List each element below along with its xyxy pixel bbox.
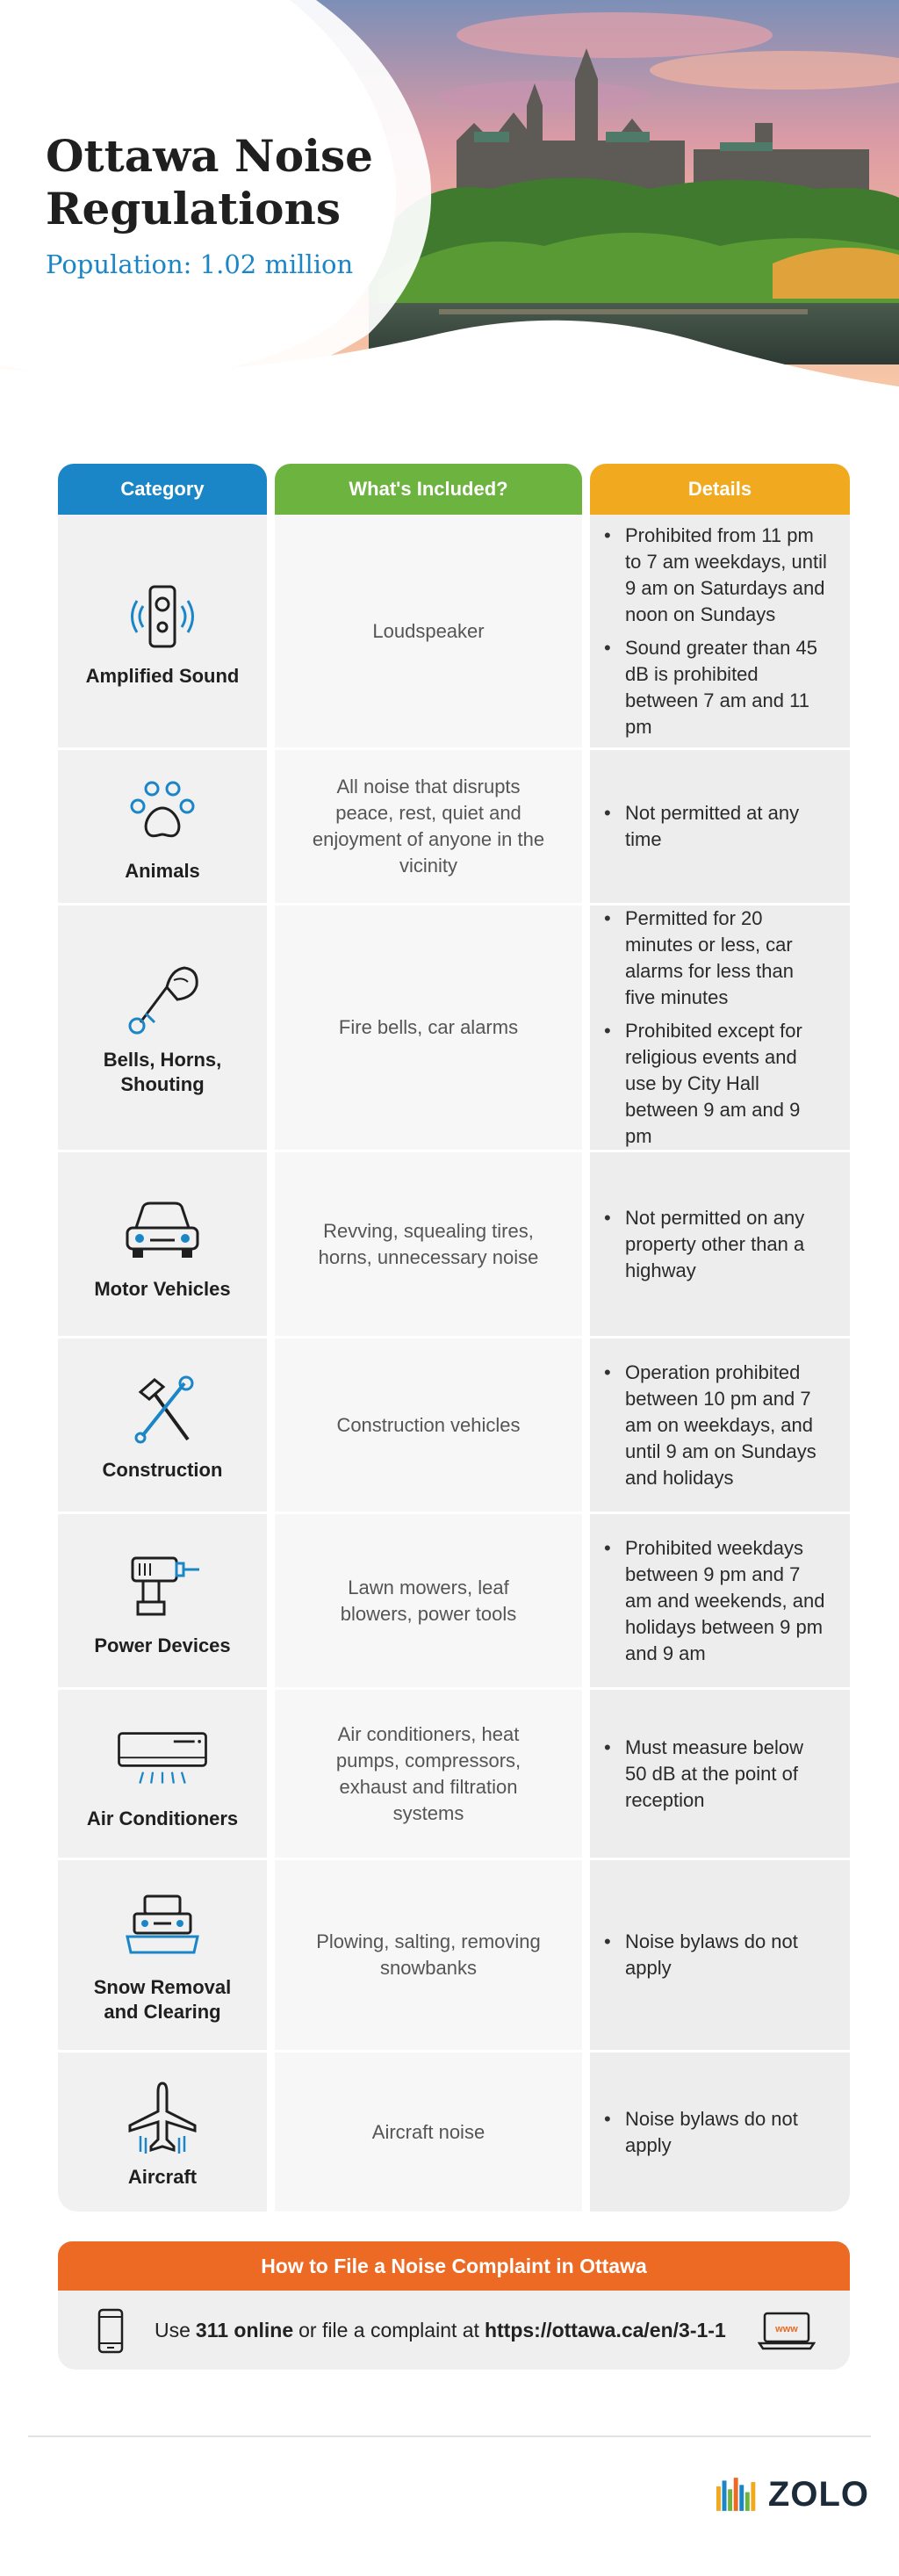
table-row bbox=[58, 1339, 850, 1514]
included-text: Lawn mowers, leaf blowers, power tools bbox=[340, 1576, 517, 1625]
zolo-logo-text: ZOLO bbox=[767, 2474, 869, 2514]
table-header bbox=[58, 464, 850, 515]
details-list bbox=[625, 1922, 827, 1988]
details-item: • Prohibited weekdays between 9 pm and 7 am and weekends, and holidays between 9 pm and 9 am bbox=[625, 1535, 827, 1667]
included-text: Fire bells, car alarms bbox=[338, 1016, 519, 1038]
details-list bbox=[625, 1528, 827, 1674]
details-item: • Permitted for 20 minutes or less, car alarms for less than five minutes bbox=[625, 906, 827, 1011]
horn-icon bbox=[114, 958, 211, 1043]
footer-divider bbox=[28, 2435, 871, 2437]
category-label: Animals bbox=[125, 860, 200, 882]
title-line-2: Regulations bbox=[46, 183, 342, 235]
complaint-instructions bbox=[155, 2291, 731, 2370]
speaker-icon bbox=[114, 574, 211, 659]
hero-banner bbox=[0, 0, 899, 391]
details-item: • Prohibited except for religious events and use by City Hall between 9 am and 9 pm bbox=[625, 1018, 827, 1150]
details-list bbox=[625, 2099, 827, 2166]
complaint-text-prefix: Use bbox=[155, 2318, 191, 2341]
table-row bbox=[58, 1514, 850, 1690]
snowplow-icon bbox=[114, 1886, 211, 1970]
category-label: Bells, Horns, Shouting bbox=[103, 1049, 222, 1095]
table-row bbox=[58, 1860, 850, 2053]
table-row bbox=[58, 2053, 850, 2212]
details-item: • Noise bylaws do not apply bbox=[625, 2106, 827, 2159]
category-label: Power Devices bbox=[94, 1634, 231, 1656]
details-list bbox=[625, 1728, 827, 1821]
header-category: Category bbox=[58, 464, 267, 515]
complaint-box bbox=[58, 2241, 850, 2370]
included-text: Plowing, salting, removing snowbanks bbox=[316, 1930, 541, 1979]
phone-icon bbox=[97, 2308, 125, 2358]
details-item: • Noise bylaws do not apply bbox=[625, 1929, 827, 1981]
details-list bbox=[625, 793, 827, 860]
details-item: • Not permitted at any time bbox=[625, 800, 827, 853]
category-label: Aircraft bbox=[127, 2165, 198, 2188]
header-included: What's Included? bbox=[275, 464, 582, 515]
details-list bbox=[625, 516, 827, 747]
included-text: Revving, squealing tires, horns, unnecessary noise bbox=[318, 1219, 539, 1268]
air-conditioner-icon bbox=[114, 1717, 211, 1801]
table-row bbox=[58, 750, 850, 906]
tools-icon bbox=[114, 1368, 211, 1453]
complaint-311-online: 311 online bbox=[195, 2318, 294, 2341]
included-text: All noise that disrupts peace, rest, quiet and enjoyment of anyone in the vicinity bbox=[312, 776, 545, 877]
table-body bbox=[58, 515, 850, 2212]
complaint-text-middle: or file a complaint at bbox=[298, 2318, 479, 2341]
header-details: Details bbox=[590, 464, 850, 515]
airplane-icon bbox=[114, 2075, 211, 2160]
zolo-logo-mark bbox=[716, 2474, 761, 2515]
laptop-icon bbox=[758, 2310, 816, 2355]
car-icon bbox=[114, 1187, 211, 1272]
complaint-url-link[interactable]: https://ottawa.ca/en/3-1-1 bbox=[484, 2318, 726, 2341]
details-item: • Must measure below 50 dB at the point of reception bbox=[625, 1735, 827, 1814]
population-subtitle: Population: 1.02 million bbox=[46, 249, 354, 279]
drill-icon bbox=[114, 1544, 211, 1628]
details-list bbox=[625, 898, 827, 1157]
table-row bbox=[58, 906, 850, 1152]
page-title bbox=[46, 130, 373, 235]
details-item: • Prohibited from 11 pm to 7 am weekdays, until 9 am on Saturdays and noon on Sundays bbox=[625, 523, 827, 628]
title-line-1: Ottawa Noise bbox=[46, 130, 373, 182]
included-text: Aircraft noise bbox=[371, 2120, 485, 2143]
included-text: Air conditioners, heat pumps, compressors, exhaust and filtration systems bbox=[335, 1722, 521, 1824]
category-label: Amplified Sound bbox=[85, 664, 240, 687]
paw-icon bbox=[114, 769, 211, 854]
category-label: Air Conditioners bbox=[86, 1807, 239, 1829]
table-row bbox=[58, 1152, 850, 1339]
complaint-body bbox=[58, 2291, 850, 2370]
table-row bbox=[58, 1690, 850, 1860]
details-list bbox=[625, 1353, 827, 1498]
details-item: • Not permitted on any property other than a highway bbox=[625, 1205, 827, 1284]
details-item: • Sound greater than 45 dB is prohibited between 7 am and 11 pm bbox=[625, 635, 827, 740]
table-row bbox=[58, 515, 850, 750]
zolo-logo bbox=[716, 2472, 869, 2516]
category-label: Construction bbox=[102, 1458, 223, 1481]
laptop-www-label: www bbox=[775, 2324, 798, 2334]
category-label: Snow Removal and Clearing bbox=[93, 1976, 232, 2023]
included-text: Loudspeaker bbox=[372, 619, 485, 642]
noise-regulations-table bbox=[58, 464, 850, 2212]
category-label: Motor Vehicles bbox=[94, 1277, 231, 1300]
included-text: Construction vehicles bbox=[336, 1413, 521, 1436]
complaint-title: How to File a Noise Complaint in Ottawa bbox=[58, 2241, 850, 2291]
details-item: • Operation prohibited between 10 pm and 7 am on weekdays, and until 9 am on Sundays and holidays bbox=[625, 1360, 827, 1491]
details-list bbox=[625, 1198, 827, 1291]
